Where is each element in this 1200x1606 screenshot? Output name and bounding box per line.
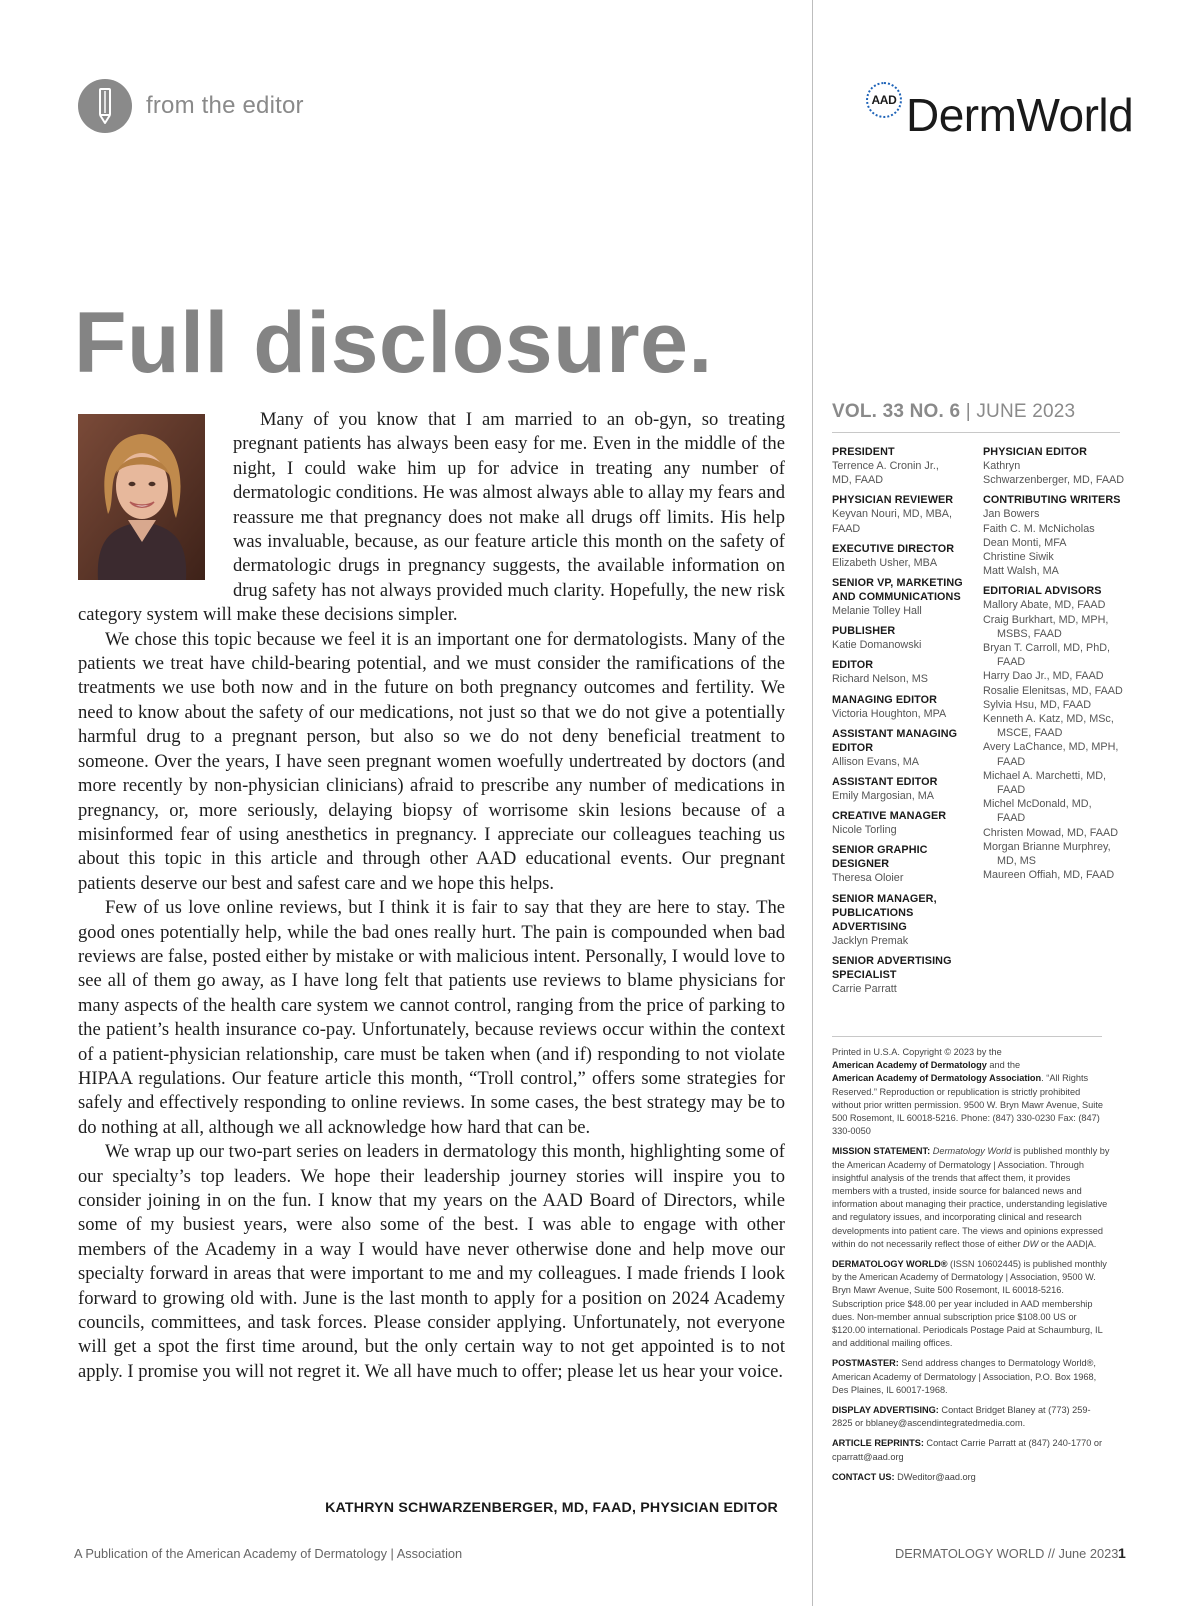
fine-print xyxy=(832,1046,1110,1491)
masthead-entry xyxy=(832,775,980,803)
masthead-name: Michel McDonald, MD, xyxy=(983,798,1092,811)
masthead-name: Keyvan Nouri, MD, MBA, xyxy=(832,508,952,521)
masthead-right-column xyxy=(983,445,1143,888)
masthead-name: Kenneth A. Katz, MD, MSc, xyxy=(983,713,1114,726)
masthead-name: Richard Nelson, MS xyxy=(832,673,929,686)
publication-name: Dermatology World xyxy=(932,1146,1012,1157)
article-body xyxy=(78,408,785,1384)
mission-statement xyxy=(832,1145,1110,1251)
masthead-name: Jan Bowers xyxy=(983,508,1040,521)
mission-label: MISSION STATEMENT: xyxy=(832,1146,931,1157)
masthead-name: Carrie Parratt xyxy=(832,982,897,995)
masthead-role: MANAGING EDITOR xyxy=(832,693,938,706)
masthead-role: SENIOR GRAPHIC DESIGNER xyxy=(832,844,928,871)
dw-text: (ISSN 10602445) is published monthly by the American Academy of Dermatology | Association, 9500 W. Bryn Mawr Avenue, Suite 500 Rosemont, IL 60018-5216. Subscription price $48.00 per year included in AAD membership dues. Non-member annual subscription price $108.00 US or $120.00 international. Periodicals Postage Paid at Schaumburg, IL and additional mailing offices. xyxy=(832,1259,1107,1349)
masthead-name: Terrence A. Cronin Jr., xyxy=(832,460,939,472)
article-paragraph: Many of you know that I am married to an ob-gyn, so treating pregnant patients has always been easy for me. Even in the middle of the night, I could wake him up for advice in treating any number of dermatologic conditions. He was almost always able to allay my fears and reassure me that pregnancy does not make all drugs off limits. His help was invaluable, because, as our feature article this month on the safety of dermatologic drugs in pregnancy suggests, the available information on drug safety has not always provided much clarity. Hopefully, the new risk category system will make these decisions simpler. xyxy=(78,409,785,626)
masthead-name: MSCE, FAAD xyxy=(997,727,1063,740)
postmaster-text: Send address changes to Dermatology World®, American Academy of Dermatology | Association, P.O. Box 1968, Des Plaines, IL 60017-1968. xyxy=(832,1358,1097,1395)
contact-email: DWeditor@aad.org xyxy=(894,1471,976,1482)
masthead-name: Elizabeth Usher, MBA xyxy=(832,556,938,569)
conjunction: and the xyxy=(986,1060,1021,1071)
masthead-name: MD, FAAD xyxy=(832,474,883,487)
display-text: Contact Bridget Blaney at (773) 259-2825 or bblaney@ascendintegratedmedia.com. xyxy=(832,1405,1091,1429)
masthead-name: Victoria Houghton, MPA xyxy=(832,707,947,720)
article-paragraph: Few of us love online reviews, but I think it is fair to say that they are here to stay. The good ones potentially help, while the bad ones really hurt. The pain is compounded when bad reviews are false, posted either by mistake or with malicious intent. Personally, I would love to see all of them go away, as I have long felt that patients use reviews to blame physicians for many aspects of the health care system we cannot control, ranging from the price of parking to the patient’s health insurance co-pay. Unfortunately, because reviews occur within the context of a patient-physician relationship, care must be taken when (and if) responding to not violate HIPAA regulations. Our feature article this month, “Troll control,” offers some strategies for safely and effectively responding to online reviews. In some cases, the best strategy may be to do nothing at all, although we all acknowledge how hard that can be. xyxy=(78,897,785,1138)
logo-wordmark: DermWorld xyxy=(906,89,1134,141)
copyright-text: Printed in U.S.A. Copyright © 2023 by the xyxy=(832,1047,1002,1057)
volume-number: VOL. 33 NO. 6 xyxy=(832,401,961,422)
masthead-name: Christine Siwik xyxy=(983,551,1054,564)
page-title: Full disclosure. xyxy=(74,295,713,391)
reprints-info xyxy=(832,1437,1110,1463)
masthead-entry xyxy=(832,576,980,618)
masthead-name: Schwarzenberger, MD, FAAD xyxy=(983,474,1125,487)
reprints-text: Contact Carrie Parratt at (847) 240-1770 or cparratt@aad.org xyxy=(832,1438,1103,1462)
masthead-entry xyxy=(832,658,980,686)
masthead-name: FAAD xyxy=(997,656,1026,669)
masthead-role: CONTRIBUTING WRITERS xyxy=(983,494,1121,507)
display-advertising-info xyxy=(832,1404,1110,1430)
masthead-entry xyxy=(832,727,980,769)
article-paragraph: We wrap up our two-part series on leaders in dermatology this month, highlighting some of our specialty’s top leaders. We hope their leadership journey stories will inspire you to consider joining in on the fun. I know that my years on the AAD Board of Directors, while some of my busiest years, were also some of the best. I was able to engage with other members of the Academy in a way I would have never otherwise done and help move our specialty forward in areas that were important to me and my colleagues. I made friends I look forward to growing old with. June is the last month to apply for a position on 2024 Academy councils, committees, and task forces. Please consider applying. Unfortunately, not everyone will get a spot the first time around, but the only certain way to not get appointed is to not apply. I promise you will not regret it. We all have much to offer; please let us hear your voice. xyxy=(78,1141,785,1382)
masthead-name: MSBS, FAAD xyxy=(997,627,1062,640)
masthead-name: Michael A. Marchetti, MD, xyxy=(983,769,1106,782)
dermworld-logo xyxy=(866,80,1166,150)
masthead-role: PHYSICIAN EDITOR xyxy=(983,446,1087,458)
masthead-entry xyxy=(832,954,980,996)
masthead-entry xyxy=(832,493,980,535)
portrait-wrap-spacer xyxy=(78,408,233,602)
article-paragraph: We chose this topic because we feel it is an important one for dermatologists. Many of the patients we treat have child-bearing potential, and we must consider the ramifications of the treatments we use both now and in the future on both pregnancy outcomes and fertility. We need to know about the safety of our medications, not just so that we do not give a potentially harmful drug to a pregnant person, but also so we do not deny beneficial treatment to someone. Over the years, I have seen pregnant women woefully undertreated by doctors (and more recently by non-physician clinicians) afraid to prescribe any number of medications in pregnancy, or, more seriously, delaying biopsy of worrisome skin lesions because of a misinformed fear of using anesthetics in pregnancy. I appreciate our colleagues teaching us about this topic in this article and through other AAD educational events. Our pregnant patients deserve our best and safest care and we hope this helps. xyxy=(78,628,785,894)
mission-text: is published monthly by the American Academy of Dermatology | Association. Through insightful analysis of the trends that affect them, it provides members with a trusted, inside source for balanced news and information about managing their practice, understanding legislative and regulatory issues, and incorporating clinical and research developments into patient care. The views and opinions expressed within do not necessarily reflect those of either xyxy=(832,1146,1110,1249)
masthead-left-column xyxy=(832,445,980,1002)
masthead-role: EDITOR xyxy=(832,659,874,672)
masthead-entry xyxy=(832,892,980,948)
masthead-entry xyxy=(983,445,1143,487)
masthead-name: Morgan Brianne Murphrey, xyxy=(983,840,1111,853)
masthead-entry xyxy=(983,493,1143,578)
dw-label: DERMATOLOGY WORLD® xyxy=(832,1259,948,1270)
masthead-role: EDITORIAL ADVISORS xyxy=(983,585,1102,598)
masthead-name: Jacklyn Premak xyxy=(832,934,909,947)
masthead-entry xyxy=(832,445,980,487)
column-divider xyxy=(812,0,813,1606)
aad-badge-text: AAD xyxy=(871,93,897,107)
masthead-name: Bryan T. Carroll, MD, PhD, xyxy=(983,642,1110,655)
masthead-name: MD, MS xyxy=(997,855,1036,868)
masthead-role: EXECUTIVE DIRECTOR xyxy=(832,542,955,555)
masthead-name: Theresa Oloier xyxy=(832,872,904,885)
masthead-role: SENIOR MANAGER, PUBLICATIONS ADVERTISING xyxy=(832,892,937,933)
contact-info xyxy=(832,1471,1110,1484)
publication-info xyxy=(832,1258,1110,1350)
contact-label: CONTACT US: xyxy=(832,1471,895,1482)
reprints-label: ARTICLE REPRINTS: xyxy=(832,1438,924,1449)
masthead-role: ASSISTANT EDITOR xyxy=(832,776,938,789)
publication-abbrev: DW xyxy=(1023,1238,1039,1249)
masthead-name: Sylvia Hsu, MD, FAAD xyxy=(983,698,1091,711)
masthead-entry xyxy=(832,843,980,885)
masthead-role: SENIOR ADVERTISING SPECIALIST xyxy=(832,954,952,981)
section-label: from the editor xyxy=(146,92,304,119)
masthead-name: Katie Domanowski xyxy=(832,639,922,652)
masthead-name: Allison Evans, MA xyxy=(832,755,920,768)
byline: KATHRYN SCHWARZENBERGER, MD, FAAD, PHYSICIAN EDITOR xyxy=(325,1500,778,1516)
masthead-name: FAAD xyxy=(997,784,1026,797)
masthead-name: Faith C. M. McNicholas xyxy=(983,522,1095,535)
display-label: DISPLAY ADVERTISING: xyxy=(832,1405,939,1416)
page-number: 1 xyxy=(1118,1545,1126,1561)
pencil-icon xyxy=(94,87,116,125)
copyright-notice xyxy=(832,1046,1110,1138)
masthead-name: FAAD xyxy=(997,755,1026,768)
masthead-entry xyxy=(832,624,980,652)
masthead-name: Harry Dao Jr., MD, FAAD xyxy=(983,670,1104,683)
footer-publisher: A Publication of the American Academy of Dermatology | Association xyxy=(74,1546,463,1561)
mission-end: or the AAD|A. xyxy=(1038,1238,1097,1249)
fine-print-divider xyxy=(832,1036,1102,1037)
masthead-role: PHYSICIAN REVIEWER xyxy=(832,494,954,507)
masthead-name: FAAD xyxy=(997,812,1026,825)
masthead-role: PRESIDENT xyxy=(832,446,895,458)
masthead-name: Nicole Torling xyxy=(832,824,897,837)
issue-volume xyxy=(832,401,1075,423)
org-name: American Academy of Dermatology Association xyxy=(832,1073,1042,1084)
masthead-entry xyxy=(832,542,980,570)
masthead-entry xyxy=(832,693,980,721)
postmaster-info xyxy=(832,1357,1110,1397)
editor-badge xyxy=(78,79,132,133)
aad-logo-badge xyxy=(866,82,902,118)
masthead-name: Rosalie Elenitsas, MD, FAAD xyxy=(983,684,1123,697)
org-name: American Academy of Dermatology xyxy=(832,1060,987,1071)
masthead-name: Avery LaChance, MD, MPH, xyxy=(983,741,1119,754)
masthead-name: Dean Monti, MFA xyxy=(983,536,1067,549)
masthead-role: ASSISTANT MANAGING EDITOR xyxy=(832,727,958,754)
masthead-name: Matt Walsh, MA xyxy=(983,565,1059,578)
masthead-name: FAAD xyxy=(832,522,861,535)
postmaster-label: POSTMASTER: xyxy=(832,1358,899,1369)
masthead-role: CREATIVE MANAGER xyxy=(832,810,947,823)
copyright-details: . “All Rights Reserved.” Reproduction or republication is strictly prohibited without prior written permission. 9500 W. Bryn Mawr Avenue, Suite 500 Rosemont, IL 60018-5216. Phone: (847) 330-0230 Fax: (847) 330-0050 xyxy=(832,1073,1103,1137)
masthead-name: Christen Mowad, MD, FAAD xyxy=(983,826,1118,839)
masthead-name: Mallory Abate, MD, FAAD xyxy=(983,599,1106,612)
masthead-name: Melanie Tolley Hall xyxy=(832,605,922,618)
masthead-name: Craig Burkhart, MD, MPH, xyxy=(983,613,1109,626)
masthead-divider xyxy=(832,432,1120,433)
masthead-role: SENIOR VP, MARKETING AND COMMUNICATIONS xyxy=(832,577,963,604)
masthead-entry xyxy=(983,584,1143,882)
footer-issue: DERMATOLOGY WORLD // June 2023 xyxy=(895,1546,1119,1561)
masthead-name: Kathryn xyxy=(983,460,1021,472)
masthead-role: PUBLISHER xyxy=(832,625,896,638)
masthead-name: Emily Margosian, MA xyxy=(832,790,934,803)
masthead-name: Maureen Offiah, MD, FAAD xyxy=(983,869,1115,882)
masthead-entry xyxy=(832,809,980,837)
issue-date: | JUNE 2023 xyxy=(960,401,1076,422)
